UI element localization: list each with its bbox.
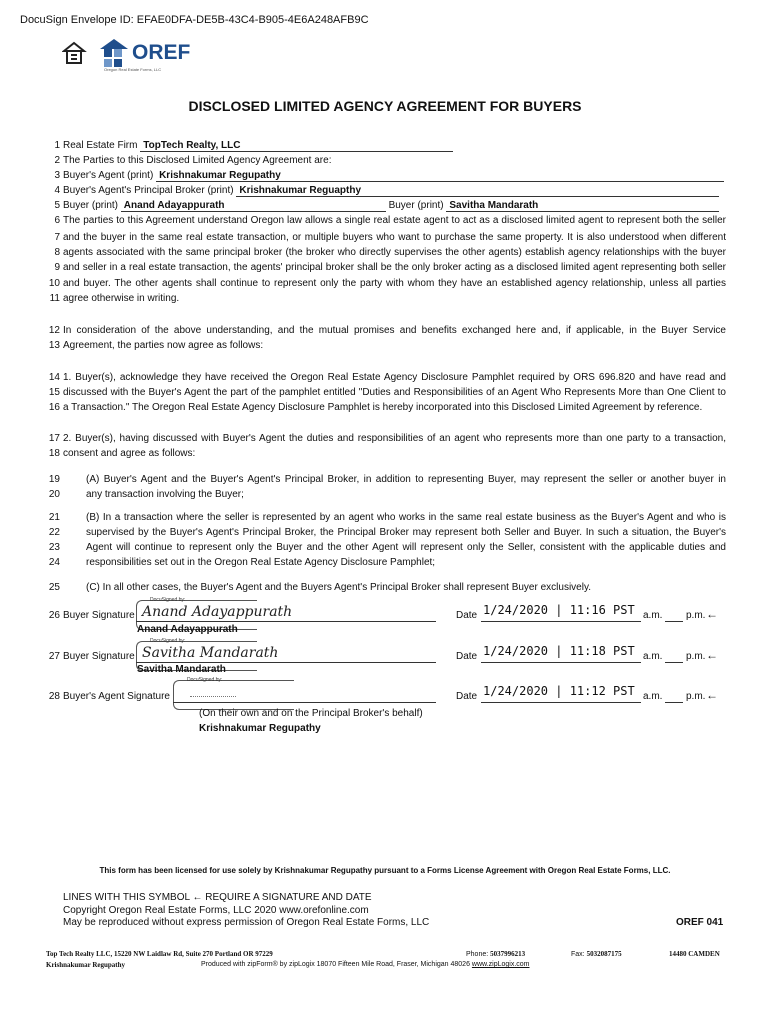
agent-label: Buyer's Agent (print)	[63, 170, 154, 181]
paragraph-line: a Transaction." The Oregon Real Estate Agency Disclosure Pamphlet is hereby incorporated into this Disclosed Limited Agreement by reference.	[63, 402, 703, 413]
sig2-printed: Savitha Mandarath	[137, 664, 226, 675]
paragraph-line: responsibilities set out in the Oregon Real Estate Agency Disclosure Pamphlet;	[86, 557, 436, 568]
line-number: 1	[54, 140, 60, 151]
sig1-printed: Anand Adayappurath	[137, 624, 238, 635]
sig1-caption: DocuSigned by:	[150, 597, 186, 603]
envelope-id: DocuSign Envelope ID: EFAE0DFA-DE5B-43C4-B905-4E6A248AFB9C	[20, 14, 369, 26]
sig3-pm: p.m.	[686, 691, 706, 702]
sig3-script[interactable]	[190, 688, 236, 697]
line-number: 5	[54, 200, 60, 211]
buyer-b-value: Savitha Mandarath	[446, 200, 719, 212]
sig3-caption: DocuSigned by:	[187, 677, 223, 683]
page-title: DISCLOSED LIMITED AGENCY AGREEMENT FOR BUYERS	[188, 98, 582, 114]
line-number: 21	[48, 512, 60, 523]
logo-brand: OREF	[132, 41, 191, 64]
paragraph-line: any transaction involving the Buyer;	[86, 489, 244, 500]
paragraph-line: (C) In all other cases, the Buyer's Agent and the Buyers Agent's Principal Broker shall represent Buyer exclusively.	[86, 582, 591, 593]
sig2-arrow-icon: ←	[706, 648, 718, 662]
paragraph-line: consent and agree as follows:	[63, 448, 196, 459]
firm-label: Real Estate Firm	[63, 140, 138, 151]
line-number: 9	[54, 262, 60, 273]
sig3-printed-name: Krishnakumar Regupathy	[199, 723, 321, 734]
line-number: 8	[54, 247, 60, 258]
line-number: 22	[48, 527, 60, 538]
line-number: 17	[48, 433, 60, 444]
line-number: 24	[48, 557, 60, 568]
paragraph-line: agents associated with the same principal broker (the broker who directly supervises the other agents) establish agency relationships with the buyer	[63, 247, 726, 258]
paragraph-line: (A) Buyer's Agent and the Buyer's Agent's Principal Broker, in addition to representing Buyer, may represent the seller or another buyer in	[86, 474, 726, 485]
parties-line: The Parties to this Disclosed Limited Agency Agreement are:	[63, 155, 332, 166]
reproduce-note: May be reproduced without express permission of Oregon Real Estate Forms, LLC	[63, 917, 430, 928]
paragraph-line: Agent will continue to represent only the Buyer and the other Agent will represent only the Seller, consistent with the applicable duties and	[86, 542, 726, 553]
line-number: 25	[48, 582, 60, 593]
paragraph-line: discussed with the Buyer's Agent the part of the pamphlet entitled "Duties and Responsibilities of an Agent Who Represents More than One Client to	[63, 387, 726, 398]
footer-agent: Krishnakumar Regupathy	[46, 961, 126, 969]
fax-label: Fax:	[571, 951, 585, 958]
footer-fax	[571, 950, 622, 958]
ziplogix-link[interactable]: www.zipLogix.com	[471, 961, 530, 968]
broker-label: Buyer's Agent's Principal Broker (print)	[63, 185, 234, 196]
sig3-printed: (On their own and on the Principal Broker's behalf)	[199, 708, 423, 719]
header-logos	[62, 37, 192, 75]
footer-phone	[466, 950, 525, 958]
sig1-am-line	[622, 621, 640, 622]
line-number: 14	[48, 372, 60, 383]
line-number: 18	[48, 448, 60, 459]
paragraph-line: and the buyer in the same real estate transaction, or multiple buyers who want to purchase the same property. It is also understood when different	[63, 232, 726, 243]
sig3-label: Buyer's Agent Signature	[63, 691, 170, 702]
line-number: 6	[54, 215, 60, 226]
sig1-am: a.m.	[643, 610, 663, 621]
paragraph-line: and buyer. The other agents shall continue to represent only the party with whom they have an established agency relationship, unless all parties	[63, 278, 726, 289]
sig2-date-label: Date	[456, 651, 478, 662]
firm-line	[63, 140, 726, 152]
sig1-date: 1/24/2020 | 11:16 PST	[483, 603, 635, 617]
agent-line	[63, 170, 726, 182]
line-number: 16	[48, 402, 60, 413]
symbol-note: LINES WITH THIS SYMBOL ← REQUIRE A SIGNATURE AND DATE	[63, 892, 372, 903]
sig2-am: a.m.	[643, 651, 663, 662]
phone-label: Phone:	[466, 951, 489, 958]
paragraph-line: 1. Buyer(s), acknowledge they have received the Oregon Real Estate Agency Disclosure Pamphlet required by ORS 696.820 and have read and	[63, 372, 726, 383]
line-number: 23	[48, 542, 60, 553]
sig1-label: Buyer Signature	[63, 610, 135, 621]
broker-line	[63, 185, 726, 197]
sig2-am-line	[622, 662, 640, 663]
broker-value: Krishnakumar Reguapthy	[236, 185, 719, 197]
buyer-a-value: Anand Adayappurath	[121, 200, 386, 212]
paragraph-line: (B) In a transaction where the seller is represented by an agent who works in the same real estate business as the Buyer's Agent and who is	[86, 512, 726, 523]
line-number: 26	[48, 610, 60, 621]
sig2-date-line	[481, 662, 641, 663]
sig1-date-label: Date	[456, 610, 478, 621]
firm-value: TopTech Realty, LLC	[140, 140, 453, 152]
sig2-pm: p.m.	[686, 651, 706, 662]
paragraph-line: and seller in a real estate transaction, the agents' principal broker shall be the only broker acting as a disclosed limited agent representing both seller	[63, 262, 726, 273]
sig2-line	[136, 662, 436, 663]
paragraph-line: In consideration of the above understanding, and the mutual promises and benefits exchanged here and, if applicable, in the Buyer Service	[63, 325, 726, 336]
sig2-label: Buyer Signature	[63, 651, 135, 662]
line-number: 3	[54, 170, 60, 181]
sig3-date: 1/24/2020 | 11:12 PST	[483, 684, 635, 698]
line-number: 11	[49, 293, 60, 304]
logo-tagline: Oregon Real Estate Forms, LLC	[104, 67, 162, 72]
line-number: 12	[48, 325, 60, 336]
sig1-script[interactable]: Anand Adayappurath	[142, 604, 293, 620]
sig3-am: a.m.	[643, 691, 663, 702]
line-number: 27	[48, 651, 60, 662]
sig3-pm-line	[665, 702, 683, 703]
paragraph-line: supervised by the Buyer's Agent's Principal Broker, the Principal Broker may represent both Seller and Buyer. In such a situation, the Buyer's	[86, 527, 726, 538]
copyright: Copyright Oregon Real Estate Forms, LLC 2020 www.orefonline.com	[63, 905, 369, 916]
produced-text: Produced with zipForm® by zipLogix 18070 Fifteen Mile Road, Fraser, Michigan 48026	[201, 961, 470, 968]
paragraph-line: The parties to this Agreement understand Oregon law allows a single real estate agent to act as a disclosed limited agent to represent both the seller	[63, 215, 726, 226]
line-number: 10	[48, 278, 60, 289]
line-number: 15	[48, 387, 60, 398]
sig1-line	[136, 621, 436, 622]
sig1-arrow-icon: ←	[706, 607, 718, 621]
line-number: 20	[48, 489, 60, 500]
sig2-date: 1/24/2020 | 11:18 PST	[483, 644, 635, 658]
footer-firm: Top Tech Realty LLC, 15220 NW Laidlaw Rd, Suite 270 Portland OR 97229	[46, 950, 273, 958]
form-code: OREF 041	[676, 917, 724, 928]
sig3-date-line	[481, 702, 641, 703]
line-number: 7	[54, 232, 60, 243]
paragraph-line: Agreement, the parties now agree as follows:	[63, 340, 264, 351]
sig3-line	[173, 702, 436, 703]
paragraph-line: agree otherwise in writing.	[63, 293, 180, 304]
line-number: 13	[48, 340, 60, 351]
sig3-am-line	[622, 702, 640, 703]
sig3-date-label: Date	[456, 691, 478, 702]
line-number: 2	[54, 155, 60, 166]
agent-value: Krishnakumar Regupathy	[156, 170, 724, 182]
sig3-arrow-icon: ←	[706, 688, 718, 702]
sig1-pm: p.m.	[686, 610, 706, 621]
sig1-pm-line	[665, 621, 683, 622]
line-number: 28	[48, 691, 60, 702]
phone-value: 5037996213	[490, 950, 526, 958]
line-number: 19	[48, 474, 60, 485]
license-notice: This form has been licensed for use solely by Krishnakumar Regupathy pursuant to a Forms License Agreement with Oregon Real Estate Forms, LLC.	[99, 866, 671, 875]
buyers-line	[63, 200, 726, 212]
sig1-date-line	[481, 621, 641, 622]
sig2-pm-line	[665, 662, 683, 663]
footer-produced	[201, 961, 530, 968]
sig2-caption: DocuSigned by:	[150, 638, 186, 644]
sig2-script[interactable]: Savitha Mandarath	[142, 645, 279, 661]
buyer-a-label: Buyer (print)	[63, 200, 119, 211]
footer-doc-name: 14480 CAMDEN	[669, 950, 720, 958]
line-number: 4	[54, 185, 60, 196]
paragraph-line: 2. Buyer(s), having discussed with Buyer's Agent the duties and responsibilities of an agent who represents more than one party to a transaction,	[63, 433, 726, 444]
buyer-b-label: Buyer (print)	[388, 200, 444, 211]
fax-value: 5032087175	[586, 950, 622, 958]
